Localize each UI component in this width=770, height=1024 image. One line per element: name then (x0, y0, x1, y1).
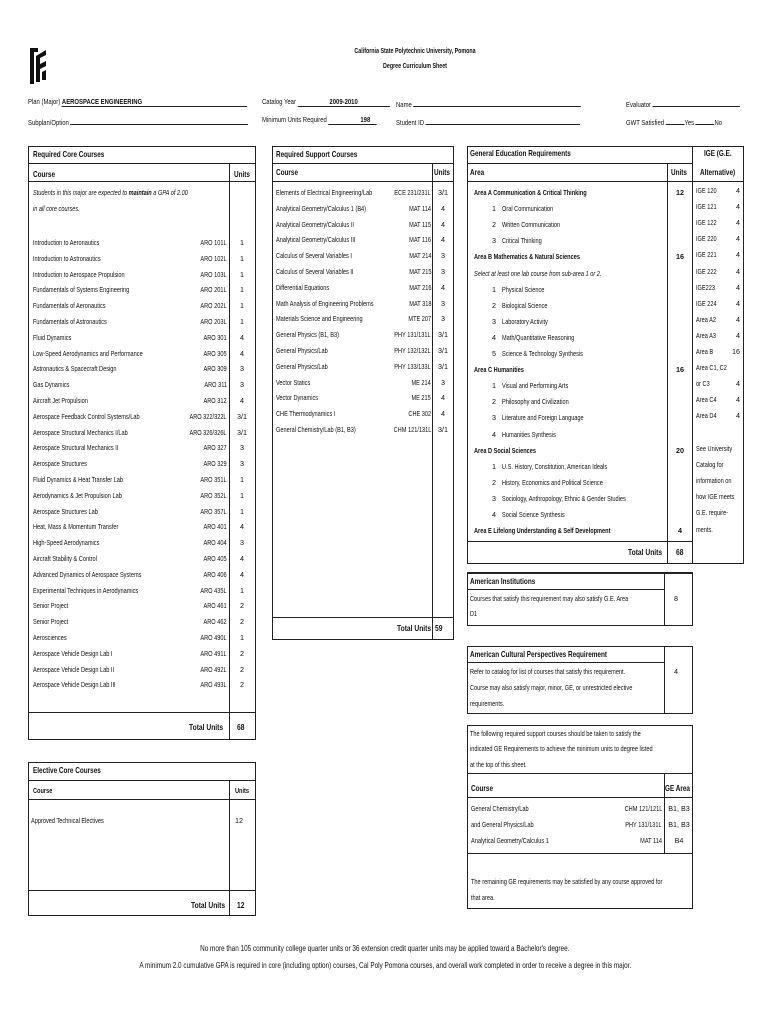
core-course-code: ARO 311 (204, 380, 227, 390)
ige-course-units: 16 (732, 347, 740, 356)
support-course-name: Calculus of Several Variables II (276, 267, 354, 276)
core-course-code: ARO 357L (200, 506, 227, 516)
evaluator-field[interactable]: Evaluator (626, 98, 740, 109)
ige-course-code: IGE 222 (696, 266, 717, 276)
core-course-code: ARO 493L (200, 680, 227, 690)
ige-course-code: IGE 120 (696, 186, 717, 195)
core-course-name: Introduction to Aerospace Propulsion (33, 269, 125, 279)
ge-subarea-number: 2 (492, 477, 496, 487)
core-course-code: ARO 491L (200, 648, 227, 658)
ige-note-line: information on (696, 476, 732, 486)
core-course-units: 2 (240, 648, 244, 658)
ge-subarea-name: Humanities Synthesis (502, 429, 556, 439)
core-course-code: ARO 203L (200, 317, 227, 326)
core-course-name: Introduction to Astronautics (33, 253, 101, 263)
support-course-units: 4 (441, 203, 445, 213)
core-course-code: ARO 326/326L (189, 427, 227, 437)
core-course-code: ARO 102L (200, 253, 227, 263)
core-course-name: Aerodynamics & Jet Propulsion Lab (33, 490, 122, 500)
ge-subarea-number: 3 (492, 236, 496, 246)
ge-area-heading: Area E Lifelong Understanding & Self Development (474, 526, 611, 536)
ige-note-line: See University (696, 444, 733, 453)
ige-course-code: IGE223 (696, 282, 716, 292)
sge-course-name: General Chemistry/Lab (471, 804, 529, 813)
cp-title: American Cultural Perspectives Requirement (470, 650, 607, 659)
sge-remaining-2: that area. (471, 893, 495, 902)
elective-courses-box (28, 762, 256, 916)
support-course-code: MAT 115 (409, 219, 431, 229)
core-course-code: ARO 312 (203, 396, 227, 405)
support-course-code: CHE 302 (408, 409, 431, 419)
min-units-value: 198 (360, 115, 371, 124)
ige-course-code: IGE 121 (696, 202, 717, 212)
sge-course-name: Analytical Geometry/Calculus 1 (471, 836, 549, 845)
sge-col-course: Course (471, 784, 494, 793)
elective-total-value: 12 (237, 900, 245, 910)
sge-col-area: GE Area (665, 784, 690, 793)
core-course-units: 1 (240, 585, 244, 595)
core-course-code: ARO 201L (200, 285, 227, 295)
support-course-units: 3 (441, 377, 445, 387)
core-course-units: 3 (240, 364, 244, 374)
ge-area-note: Select at least one lab course from sub-area 1 or 2. (474, 268, 602, 278)
sge-course-name: and General Physics/Lab (471, 820, 534, 829)
ge-subarea-number: 1 (492, 461, 496, 471)
ge-area-heading: Area D Social Sciences (474, 445, 537, 455)
support-course-units: 4 (441, 393, 445, 403)
core-course-code: ARO 461 (203, 601, 227, 611)
ge-subarea-number: 2 (492, 220, 496, 230)
ge-area-heading: Area B Mathematics & Natural Sciences (474, 252, 580, 262)
support-course-name: Elements of Electrical Engineering/Lab (276, 188, 373, 197)
support-course-units: 3/1 (438, 330, 448, 340)
ge-area-heading: Area C Humanities (474, 365, 524, 375)
core-course-code: ARO 202L (200, 301, 227, 311)
ge-subarea-name: Math/Quantitative Reasoning (502, 332, 575, 342)
sheet-title: Degree Curriculum Sheet (383, 61, 447, 71)
university-name: California State Polytechnic University, Pomona (354, 46, 476, 55)
ige-note-line: ments. (696, 524, 713, 534)
support-course-name: General Physics (B1, B3) (276, 330, 339, 340)
core-course-code: ARO 462 (203, 617, 227, 627)
cp-text-2: Course may also satisfy major, minor, GE, or unrestricted elective (470, 683, 633, 692)
core-course-code: ARO 406 (203, 569, 227, 579)
ge-subarea-number: 4 (492, 510, 496, 519)
core-course-units: 4 (240, 348, 244, 358)
core-course-units: 1 (240, 301, 244, 311)
sge-course-code: CHM 121/121L (624, 804, 662, 813)
support-course-code: MAT 114 (409, 203, 431, 213)
elective-col-units: Units (235, 786, 250, 795)
ge-total-value: 68 (676, 547, 684, 557)
ge-area-heading: Area A Communication & Critical Thinking (474, 188, 587, 197)
cp-units: 4 (674, 667, 678, 676)
core-course-code: ARO 327 (203, 443, 227, 453)
support-course-units: 3/1 (438, 346, 448, 355)
ai-text-2: D1 (470, 609, 478, 618)
core-course-name: Aerospace Vehicle Design Lab I (33, 648, 113, 658)
ge-subarea-name: Critical Thinking (502, 236, 542, 246)
sge-intro-1: The following required support courses should be taken to satisfy the (470, 729, 641, 738)
ge-subarea-number: 3 (492, 413, 496, 423)
plan-value: AEROSPACE ENGINEERING (61, 97, 143, 106)
core-course-code: ARO 309 (203, 364, 227, 374)
core-course-code: ARO 405 (203, 554, 227, 563)
support-course-units: 3 (441, 314, 445, 324)
gwt-yes[interactable]: Yes (684, 118, 695, 127)
core-course-units: 3/1 (237, 427, 247, 437)
core-course-units: 1 (240, 490, 244, 500)
core-course-units: 3 (240, 443, 244, 453)
core-course-name: Low-Speed Aerodynamics and Performance (33, 348, 143, 358)
ige-course-units: 4 (736, 298, 740, 308)
support-course-name: Analytical Geometry/Calculus 1 (B4) (276, 203, 367, 213)
support-course-units: 4 (441, 235, 445, 245)
core-course-code: ARO 329 (203, 459, 227, 469)
ge-subarea-number: 1 (492, 284, 496, 294)
support-course-units: 3/1 (438, 425, 448, 434)
support-ge-box (467, 725, 693, 909)
ige-note-line: how IGE meets (696, 492, 735, 502)
catalog-year-field[interactable]: Catalog Year 2009-2010 (262, 98, 390, 107)
ige-course-code: Area C4 (696, 395, 717, 405)
support-course-name: General Physics/Lab (276, 346, 328, 355)
core-course-name: Aerospace Structures (33, 459, 87, 469)
ige-course-units: 4 (736, 395, 740, 405)
support-course-code: PHY 132/132L (394, 346, 431, 355)
core-course-units: 1 (240, 475, 244, 484)
core-course-units: 1 (240, 269, 244, 279)
ge-subarea-number: 3 (492, 316, 496, 326)
core-course-units: 3 (240, 538, 244, 548)
ige-course-units: 4 (736, 379, 740, 389)
sge-ge-area: B1, B3 (668, 804, 690, 813)
ge-total-label: Total Units (628, 547, 663, 557)
support-title: Required Support Courses (276, 150, 358, 159)
support-course-name: Analytical Geometry/Calculus II (276, 219, 354, 229)
ai-units: 8 (674, 594, 678, 603)
footer-line-2: A minimum 2.0 cumulative GPA is required in core (including option) courses, Cal Poly Pomona courses, and overall work completed in order to receive a degree in this major. (139, 961, 631, 970)
core-course-name: Fluid Dynamics (33, 332, 72, 342)
core-course-units: 1 (240, 633, 244, 642)
core-course-units: 1 (240, 506, 244, 516)
ge-subarea-name: Physical Science (502, 284, 545, 294)
ge-subarea-number: 3 (492, 493, 496, 503)
ige-course-units: 4 (736, 202, 740, 212)
core-course-name: Senior Project (33, 617, 69, 627)
support-course-name: Math Analysis of Engineering Problems (276, 298, 374, 308)
elective-row-units: 12 (235, 816, 243, 825)
ge-area-units: 4 (678, 526, 682, 536)
core-course-code: ARO 351L (200, 475, 227, 484)
core-course-name: Introduction to Aeronautics (33, 238, 100, 247)
support-course-code: MAT 216 (408, 282, 431, 292)
core-course-units: 1 (240, 285, 244, 295)
ge-subarea-name: Science & Technology Synthesis (502, 349, 583, 358)
elective-row-name: Approved Technical Electives (31, 816, 104, 825)
support-course-name: Vector Dynamics (276, 393, 319, 403)
core-title: Required Core Courses (33, 150, 105, 159)
ge-subarea-name: Biological Science (502, 300, 548, 310)
elective-title: Elective Core Courses (33, 766, 101, 775)
ige-course-code: or C3 (696, 379, 710, 389)
core-course-name: Fluid Dynamics & Heat Transfer Lab (33, 475, 124, 484)
ige-course-units: 4 (736, 282, 740, 292)
support-course-units: 3 (441, 298, 445, 308)
elective-total-label: Total Units (191, 900, 226, 910)
core-course-name: Gas Dynamics (33, 380, 70, 390)
support-course-units: 3 (441, 251, 445, 261)
support-course-units: 4 (441, 282, 445, 292)
ige-course-code: Area B (696, 347, 714, 356)
ige-course-code: IGE 221 (696, 250, 717, 260)
ge-requirements-box (467, 146, 744, 564)
core-course-code: ARO 305 (203, 348, 227, 358)
cp-text-1: Refer to catalog for list of courses that satisfy this requirement. (470, 667, 626, 676)
min-units-field[interactable]: Minimum Units Required 198 (262, 116, 377, 125)
ge-subarea-name: Sociology, Anthropology, Ethnic & Gender Studies (502, 493, 626, 503)
support-course-code: ME 215 (411, 393, 431, 403)
core-course-units: 3 (240, 459, 244, 469)
footer-line-1: No more than 105 community college quarter units or 36 extension credit quarter units may be applied toward a Bachelor's degree. (200, 944, 570, 953)
support-course-name: Differential Equations (276, 282, 330, 292)
core-course-name: Aerospace Feedback Control Systems/Lab (33, 411, 140, 421)
sge-intro-2: indicated GE Requirements to achieve the minimum units to degree listed (470, 744, 653, 753)
support-course-code: MAT 214 (408, 251, 431, 261)
ige-course-code: Area C1, C2 (696, 363, 727, 373)
ige-course-units: 4 (736, 218, 740, 228)
plan-field[interactable]: Plan (Major) AEROSPACE ENGINEERING (28, 98, 248, 107)
support-course-name: General Chemistry/Lab (B1, B3) (276, 425, 356, 434)
support-col-course: Course (276, 168, 299, 177)
core-course-name: Aerospace Structural Mechanics II (33, 443, 119, 453)
ige-course-units: 4 (736, 411, 740, 421)
core-course-units: 3 (240, 380, 244, 390)
cultural-perspectives-box (467, 646, 693, 714)
ge-subarea-name: Philosophy and Civilization (502, 397, 569, 407)
ge-subarea-name: History, Economics and Political Science (502, 477, 603, 487)
core-course-name: Aircraft Stability & Control (33, 554, 97, 563)
core-col-units: Units (234, 170, 250, 179)
core-courses-box (28, 146, 256, 740)
support-course-units: 4 (441, 409, 445, 419)
ige-note-line: G.E. require- (696, 508, 729, 518)
name-field[interactable]: Name (396, 98, 581, 109)
core-course-name: Fundamentals of Aeronautics (33, 301, 106, 311)
core-course-units: 4 (240, 554, 244, 563)
ge-area-units: 12 (676, 188, 684, 197)
support-course-code: ECE 231/231L (394, 188, 431, 197)
support-course-units: 4 (441, 219, 445, 229)
support-course-name: Calculus of Several Variables I (276, 251, 352, 261)
core-course-code: ARO 103L (200, 269, 227, 279)
core-course-name: Aerospace Structural Mechanics I/Lab (33, 427, 128, 437)
core-course-name: High-Speed Aerodynamics (33, 538, 100, 548)
ge-alt-title-1: IGE (G.E. (704, 149, 732, 158)
support-course-code: PHY 131/131L (394, 330, 431, 340)
support-course-code: CHM 121/131L (393, 425, 431, 434)
ige-course-code: Area A3 (696, 330, 716, 340)
cp-text-3: requirements. (470, 699, 505, 708)
ge-subarea-name: Visual and Performing Arts (502, 381, 569, 391)
ge-area-units: 16 (676, 252, 684, 262)
ge-subarea-number: 5 (492, 349, 496, 358)
ige-course-units: 4 (736, 186, 740, 195)
core-course-units: 1 (240, 238, 244, 247)
ge-subarea-number: 4 (492, 332, 496, 342)
support-course-units: 3 (441, 267, 445, 276)
elective-col-course: Course (33, 786, 53, 795)
core-course-code: ARO 404 (203, 538, 227, 548)
ge-subarea-number: 1 (492, 381, 496, 391)
ige-course-units: 4 (736, 234, 740, 244)
core-course-name: Aerospace Vehicle Design Lab III (33, 680, 116, 690)
american-institutions-box (467, 572, 693, 626)
ge-subarea-number: 2 (492, 397, 496, 407)
ige-note-line: Catalog for (696, 460, 724, 470)
core-course-name: Advanced Dynamics of Aerospace Systems (33, 569, 142, 579)
ge-col-units: Units (671, 168, 687, 177)
support-course-name: CHE Thermodynamics I (276, 409, 336, 419)
ai-text-1: Courses that satisfy this requirement may also satisfy G.E. Area (470, 594, 629, 603)
support-course-name: Analytical Geometry/Calculus III (276, 235, 356, 245)
core-course-name: Heat, Mass & Momentum Transfer (33, 522, 119, 532)
ge-subarea-name: Social Science Synthesis (502, 510, 565, 519)
subplan-field[interactable]: Subplan/Option (28, 116, 248, 127)
support-course-name: Materials Science and Engineering (276, 314, 363, 324)
support-course-code: MAT 318 (408, 298, 431, 308)
core-course-units: 4 (240, 396, 244, 405)
core-course-code: ARO 101L (200, 238, 227, 247)
sge-remaining-1: The remaining GE requirements may be satisfied by any course approved for (471, 877, 663, 886)
ge-area-units: 20 (676, 445, 684, 455)
support-course-code: ME 214 (411, 377, 431, 387)
ge-col-area: Area (470, 168, 485, 177)
ige-course-code: IGE 220 (696, 234, 717, 244)
core-course-units: 2 (240, 664, 244, 674)
core-course-name: Experimental Techniques in Aerodynamics (33, 585, 139, 595)
core-course-units: 2 (240, 680, 244, 690)
ige-course-code: IGE 224 (696, 298, 717, 308)
gwt-field[interactable]: GWT Satisfied Yes No (626, 118, 723, 127)
core-course-name: Aircraft Jet Propulsion (33, 396, 88, 405)
ige-course-code: Area A2 (696, 314, 716, 324)
core-course-code: ARO 322/322L (189, 411, 227, 421)
core-course-units: 1 (240, 253, 244, 263)
core-course-code: ARO 401 (203, 522, 227, 532)
core-course-units: 3/1 (237, 411, 247, 421)
core-course-name: Aerosciences (33, 633, 67, 642)
footer (0, 945, 770, 953)
core-course-name: Senior Project (33, 601, 69, 611)
ige-course-units: 4 (736, 330, 740, 340)
sge-intro-3: at the top of this sheet. (470, 760, 527, 769)
sge-course-code: PHY 131/131L (625, 820, 662, 829)
support-total-label: Total Units (397, 623, 432, 633)
ge-subarea-name: U.S. History, Constitution, American Ideals (502, 461, 608, 471)
support-course-code: MAT 215 (408, 267, 431, 276)
sge-ge-area: B4 (674, 836, 684, 845)
support-courses-box (272, 146, 454, 640)
support-course-code: PHY 133/133L (394, 361, 431, 371)
core-course-name: Fundamentals of Astronautics (33, 317, 107, 326)
support-col-units: Units (434, 168, 450, 177)
core-course-code: ARO 301 (203, 332, 227, 342)
core-total-label: Total Units (189, 722, 224, 732)
core-course-name: Fundamentals of Systems Engineering (33, 285, 130, 295)
ige-course-code: IGE 122 (696, 218, 717, 228)
core-course-units: 4 (240, 332, 244, 342)
core-course-units: 4 (240, 569, 244, 579)
support-course-units: 3/1 (438, 361, 448, 371)
ge-subarea-number: 4 (492, 429, 496, 439)
ge-subarea-name: Written Communication (502, 220, 561, 230)
ge-subarea-number: 2 (492, 300, 496, 310)
ge-subarea-number: 1 (492, 204, 496, 214)
catalog-year-value: 2009-2010 (329, 97, 358, 106)
student-id-field[interactable]: Student ID (396, 116, 580, 127)
core-course-units: 1 (240, 317, 244, 326)
support-course-code: MAT 116 (409, 235, 431, 245)
ige-course-code: Area D4 (696, 411, 717, 421)
support-total-value: 59 (435, 623, 443, 633)
support-course-name: General Physics/Lab (276, 361, 328, 371)
ige-course-units: 4 (736, 314, 740, 324)
ge-subarea-name: Oral Communication (502, 204, 554, 214)
university-logo (28, 46, 48, 86)
ge-title: General Education Requirements (470, 149, 571, 158)
footer-2 (0, 962, 770, 970)
core-course-name: Aerospace Vehicle Design Lab II (33, 664, 115, 674)
core-course-name: Astronautics & Spacecraft Design (33, 364, 117, 374)
core-course-name: Aerospace Structures Lab (33, 506, 98, 516)
core-course-code: ARO 492L (200, 664, 227, 674)
core-note-2: in all core courses. (33, 204, 80, 213)
core-total-value: 68 (237, 722, 245, 732)
support-course-code: MTE 207 (408, 314, 431, 324)
document-header (354, 47, 476, 78)
core-course-code: ARO 352L (200, 490, 227, 500)
ige-course-units: 4 (736, 266, 740, 276)
core-course-code: ARO 435L (200, 585, 227, 595)
core-course-code: ARO 490L (200, 633, 227, 642)
ai-title: American Institutions (470, 577, 536, 586)
ge-subarea-name: Laboratory Activity (502, 316, 548, 326)
ige-course-units: 4 (736, 250, 740, 260)
ge-area-units: 16 (676, 365, 684, 375)
core-course-units: 2 (240, 617, 244, 627)
core-course-units: 4 (240, 522, 244, 532)
core-note: Students in this major are expected to maintain a GPA of 2.00 (33, 188, 188, 197)
sge-ge-area: B1, B3 (668, 820, 690, 829)
gwt-no[interactable]: No (714, 118, 723, 127)
core-course-units: 2 (240, 601, 244, 611)
support-course-name: Vector Statics (276, 377, 311, 387)
core-col-course: Course (33, 170, 56, 179)
ge-subarea-name: Literature and Foreign Language (502, 413, 584, 423)
support-course-units: 3/1 (438, 188, 448, 197)
ge-alt-title-2: Alternative) (700, 168, 736, 177)
sge-course-code: MAT 114 (640, 836, 662, 845)
